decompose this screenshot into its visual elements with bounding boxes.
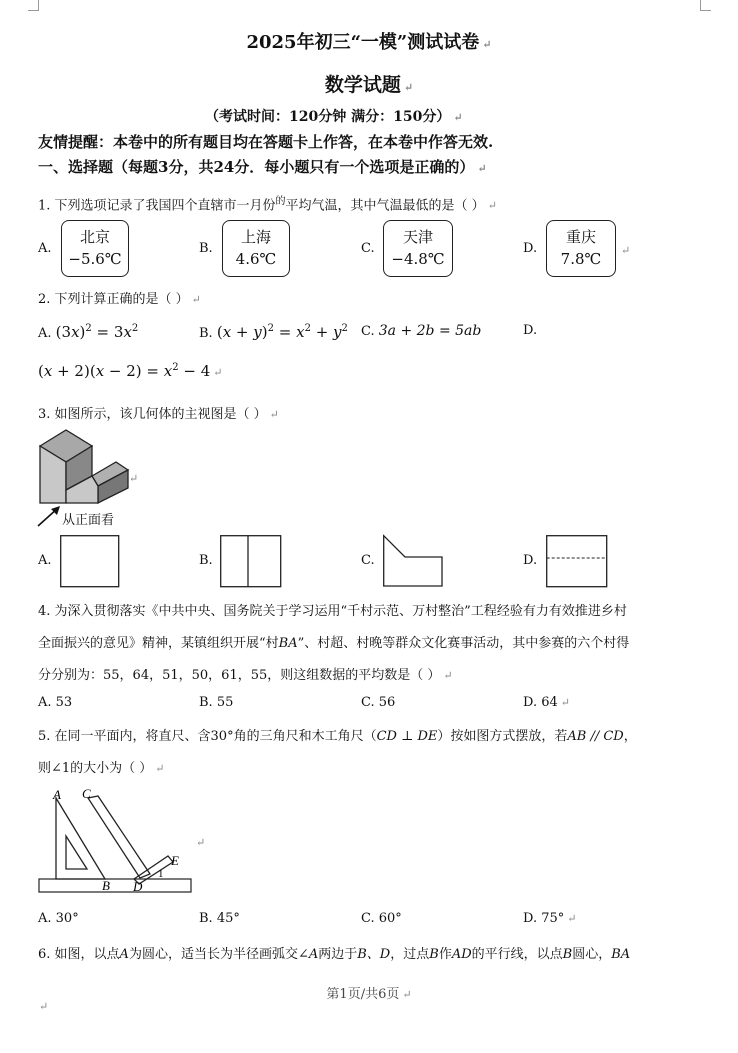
q3-option-d-label[interactable]: D. [523,553,538,568]
q2-option-a[interactable]: A. $(3x)^2 = 3x^2$ [38,323,139,341]
page-number: 第1页/共6页 ↵ [326,987,412,1002]
arrow-icon [36,504,62,528]
q4-option-a[interactable]: A. 53 [38,695,73,710]
label-angle-1: 1 [158,868,164,880]
q4-option-c[interactable]: C. 56 [361,695,396,710]
city-temp: −5.6℃ [68,250,122,268]
q2-option-d-label[interactable]: D. [523,323,538,338]
q5-line1: 5. 在同一平面内，将直尺、含30°角的三角尺和木工角尺（CD ⊥ DE）按如图方式摆放，若AB // CD， [38,729,637,744]
q4-option-d[interactable]: D. 64 ↵ [523,695,570,710]
city-temp: 7.8℃ [560,250,602,268]
q5-option-b[interactable]: B. 45° [199,911,240,926]
label-a: A [53,787,61,802]
q4-line1: 4. 为深入贯彻落实《中共中央、国务院关于学习运用“千村示范、万村整治”工程经验有力有效推进乡村 [38,604,627,619]
q2-option-d[interactable]: $(x + 2)(x - 2) = x^2 - 4$ ↵ [38,362,223,380]
q3-option-a-figure[interactable] [60,535,120,588]
q1-option-d-card[interactable] [546,220,616,277]
label-c: C [82,786,91,801]
q1-stem: 1. 下列选项记录了我国四个直辖市一月份$^的$平均气温，其中气温最低的是（ ） ↵ [38,196,497,214]
label-b: B [102,878,110,893]
q1-option-a-label[interactable]: A. [38,241,52,256]
q5-option-c[interactable]: C. 60° [361,911,402,926]
q3-option-a-label[interactable]: A. [38,553,52,568]
q1-option-a-card[interactable] [61,220,129,277]
q3-option-d-figure[interactable] [546,535,608,588]
q4-line3: 分分别为：55，64，51，50，61，55，则这组数据的平均数是（ ） ↵ [38,668,453,683]
section-heading: 一、选择题（每题3分，共24分．每小题只有一个选项是正确的） ↵ [38,158,487,176]
q4-option-b[interactable]: B. 55 [199,695,234,710]
q5-option-a[interactable]: A. 30° [38,911,79,926]
city-name: 重庆 [565,228,596,246]
exam-info: （考试时间：120分钟 满分：150分） ↵ [205,109,463,125]
q3-option-b-label[interactable]: B. [199,553,213,568]
q1-option-b-label[interactable]: B. [199,241,213,256]
q3-stem: 3. 如图所示，该几何体的主视图是（ ） ↵ [38,407,279,422]
q3-caption: 从正面看 [62,513,115,528]
exam-title: 2025年初三“一模”测试试卷 ↵ [246,32,492,53]
q3-option-c-figure[interactable] [383,535,445,588]
q3-option-b-figure[interactable] [220,535,282,588]
reminder: 友情提醒：本卷中的所有题目均在答题卡上作答，在本卷中作答无效. [38,133,494,151]
city-name: 北京 [79,228,110,246]
q2-option-b[interactable]: B. $(x + y)^2 = x^2 + y^2$ [199,323,348,341]
city-name: 天津 [402,228,433,246]
city-temp: 4.6℃ [235,250,277,268]
q3-solid-figure [36,428,136,508]
q5-option-d[interactable]: D. 75° ↵ [523,911,577,926]
q5-figure [36,786,201,898]
q1-option-c-card[interactable] [383,220,453,277]
city-temp: −4.8℃ [391,250,445,268]
q6-line1: 6. 如图，以点A为圆心，适当长为半径画弧交∠A两边于B、D，过点B作AD的平行线，以点B圆心，BA [38,947,631,962]
q1-option-c-label[interactable]: C. [361,241,375,256]
city-name: 上海 [240,228,271,246]
return-mark: ↵ [39,1000,49,1013]
q1-option-d-label[interactable]: D. [523,241,538,256]
crop-mark-right [700,0,711,11]
q1-option-b-card[interactable] [222,220,290,277]
q2-option-c[interactable]: C. 3a + 2b = 5ab [361,323,482,339]
q2-stem: 2. 下列计算正确的是（ ） ↵ [38,292,201,307]
subject-title: 数学试题 ↵ [324,74,414,96]
q3-option-c-label[interactable]: C. [361,553,375,568]
q5-line2: 则∠1的大小为（ ） ↵ [38,761,165,776]
label-e: E [171,853,179,868]
label-d: D [133,879,143,894]
q4-line2: 全面振兴的意见》精神，某镇组织开展“村BA”、村超、村晚等群众文化赛事活动，其中参赛的六个村得 [38,636,630,651]
crop-mark-left [28,0,39,11]
